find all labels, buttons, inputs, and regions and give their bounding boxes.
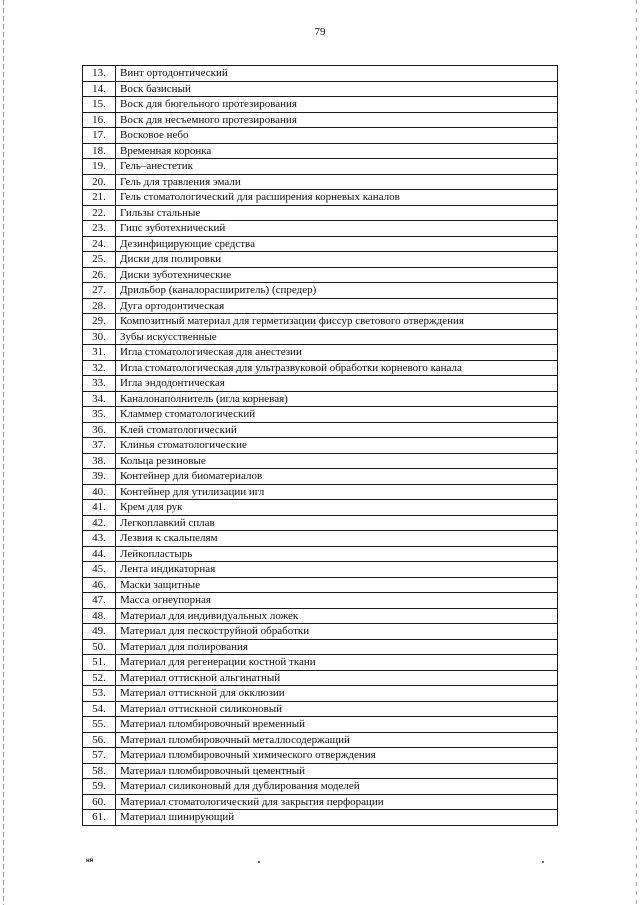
row-number: 29. [83,314,116,330]
row-item-name: Масса огнеупорная [116,593,558,609]
row-item-name: Дрильбор (каналорасширитель) (спредер) [116,283,558,299]
table-row [83,531,558,547]
row-number: 57. [83,748,116,764]
row-item-name: Гильзы стальные [116,205,558,221]
row-number: 43. [83,531,116,547]
row-item-name: Клинья стоматологические [116,438,558,454]
row-item-name: Материал пломбировочный химического отверждения [116,748,558,764]
row-item-name: Кламмер стоматологический [116,407,558,423]
row-number: 60. [83,794,116,810]
table-row [83,252,558,268]
row-item-name: Материал оттискной силиконовый [116,701,558,717]
table-row [83,717,558,733]
row-number: 50. [83,639,116,655]
row-item-name: Материал оттискной альгинатный [116,670,558,686]
table-row [83,81,558,97]
row-number: 26. [83,267,116,283]
row-number: 24. [83,236,116,252]
row-item-name: Легкоплавкий сплав [116,515,558,531]
row-item-name: Материал пломбировочный металлосодержащий [116,732,558,748]
table-row [83,562,558,578]
row-number: 40. [83,484,116,500]
items-table-body [83,66,558,826]
table-row [83,593,558,609]
row-number: 46. [83,577,116,593]
row-number: 52. [83,670,116,686]
row-number: 20. [83,174,116,190]
row-number: 27. [83,283,116,299]
row-number: 13. [83,66,116,82]
table-row [83,453,558,469]
table-row [83,763,558,779]
table-row [83,500,558,516]
row-item-name: Восковое небо [116,128,558,144]
row-number: 21. [83,190,116,206]
row-item-name: Винт ортодонтический [116,66,558,82]
row-number: 22. [83,205,116,221]
table-row [83,391,558,407]
row-item-name: Материал силиконовый для дублирования моделей [116,779,558,795]
scan-edge-left [3,0,4,905]
row-number: 14. [83,81,116,97]
row-number: 35. [83,407,116,423]
table-row [83,236,558,252]
row-item-name: Воск базисный [116,81,558,97]
row-item-name: Лента индикаторная [116,562,558,578]
row-item-name: Материал для регенерации костной ткани [116,655,558,671]
scan-edge-right [636,0,637,905]
table-row [83,484,558,500]
row-item-name: Контейнер для биоматериалов [116,469,558,485]
row-number: 47. [83,593,116,609]
row-number: 38. [83,453,116,469]
row-number: 18. [83,143,116,159]
row-number: 41. [83,500,116,516]
table-row [83,190,558,206]
row-item-name: Композитный материал для герметизации фиссур светового отверждения [116,314,558,330]
row-number: 48. [83,608,116,624]
table-row [83,810,558,826]
row-number: 36. [83,422,116,438]
row-number: 61. [83,810,116,826]
table-row [83,112,558,128]
table-row [83,670,558,686]
row-number: 58. [83,763,116,779]
row-item-name: Игла стоматологическая для ультразвуковой обработки корневого канала [116,360,558,376]
row-item-name: Диски зуботехнические [116,267,558,283]
table-row [83,376,558,392]
row-number: 34. [83,391,116,407]
table-row [83,655,558,671]
page-number: 79 [314,26,326,38]
table-row [83,748,558,764]
table-row [83,701,558,717]
scan-speck [542,861,544,863]
items-table [82,65,558,826]
row-item-name: Диски для полировки [116,252,558,268]
row-item-name: Контейнер для утилизации игл [116,484,558,500]
row-number: 55. [83,717,116,733]
row-number: 30. [83,329,116,345]
table-row [83,283,558,299]
row-number: 45. [83,562,116,578]
row-item-name: Воск для несъемного протезирования [116,112,558,128]
row-item-name: Материал пломбировочный временный [116,717,558,733]
row-item-name: Лейкопластырь [116,546,558,562]
row-number: 54. [83,701,116,717]
row-number: 16. [83,112,116,128]
table-row [83,422,558,438]
row-item-name: Гель для травления эмали [116,174,558,190]
row-number: 31. [83,345,116,361]
row-item-name: Воск для бюгельного протезирования [116,97,558,113]
table-row [83,159,558,175]
row-number: 25. [83,252,116,268]
row-number: 33. [83,376,116,392]
row-number: 37. [83,438,116,454]
row-item-name: Крем для рук [116,500,558,516]
footer-mark: ня [86,858,94,864]
table-row [83,794,558,810]
row-item-name: Зубы искусственные [116,329,558,345]
row-number: 15. [83,97,116,113]
row-number: 32. [83,360,116,376]
row-number: 17. [83,128,116,144]
table-row [83,686,558,702]
row-number: 19. [83,159,116,175]
table-row [83,732,558,748]
table-row [83,407,558,423]
table-row [83,143,558,159]
row-number: 44. [83,546,116,562]
row-number: 51. [83,655,116,671]
row-item-name: Дуга ортодонтическая [116,298,558,314]
table-row [83,438,558,454]
scan-speck [258,861,260,863]
table-row [83,360,558,376]
table-row [83,314,558,330]
row-item-name: Материал для пескоструйной обработки [116,624,558,640]
row-number: 59. [83,779,116,795]
row-item-name: Дезинфицирующие средства [116,236,558,252]
row-item-name: Гель–анестетик [116,159,558,175]
table-row [83,329,558,345]
row-item-name: Материал для полирования [116,639,558,655]
row-item-name: Маски защитные [116,577,558,593]
table-row [83,639,558,655]
table-row [83,205,558,221]
row-item-name: Временная коронка [116,143,558,159]
row-item-name: Игла стоматологическая для анестезии [116,345,558,361]
row-number: 39. [83,469,116,485]
row-item-name: Материал стоматологический для закрытия перфорации [116,794,558,810]
row-item-name: Каналонаполнитель (игла корневая) [116,391,558,407]
table-row [83,469,558,485]
table-row [83,298,558,314]
table-row [83,128,558,144]
row-number: 28. [83,298,116,314]
table-row [83,577,558,593]
row-number: 53. [83,686,116,702]
table-row [83,345,558,361]
row-item-name: Материал шинирующий [116,810,558,826]
table-row [83,779,558,795]
row-item-name: Гель стоматологический для расширения корневых каналов [116,190,558,206]
table-row [83,221,558,237]
table-row [83,267,558,283]
row-item-name: Игла эндодонтическая [116,376,558,392]
row-item-name: Лезвия к скальпелям [116,531,558,547]
row-item-name: Материал пломбировочный цементный [116,763,558,779]
row-number: 42. [83,515,116,531]
row-number: 56. [83,732,116,748]
table-row [83,515,558,531]
table-row [83,546,558,562]
row-number: 23. [83,221,116,237]
table-row [83,608,558,624]
row-item-name: Материал для индивидуальных ложек [116,608,558,624]
row-item-name: Материал оттискной для окклюзии [116,686,558,702]
table-row [83,174,558,190]
table-row [83,624,558,640]
table-row [83,66,558,82]
row-number: 49. [83,624,116,640]
row-item-name: Гипс зуботехнический [116,221,558,237]
row-item-name: Клей стоматологический [116,422,558,438]
row-item-name: Кольца резиновые [116,453,558,469]
table-row [83,97,558,113]
